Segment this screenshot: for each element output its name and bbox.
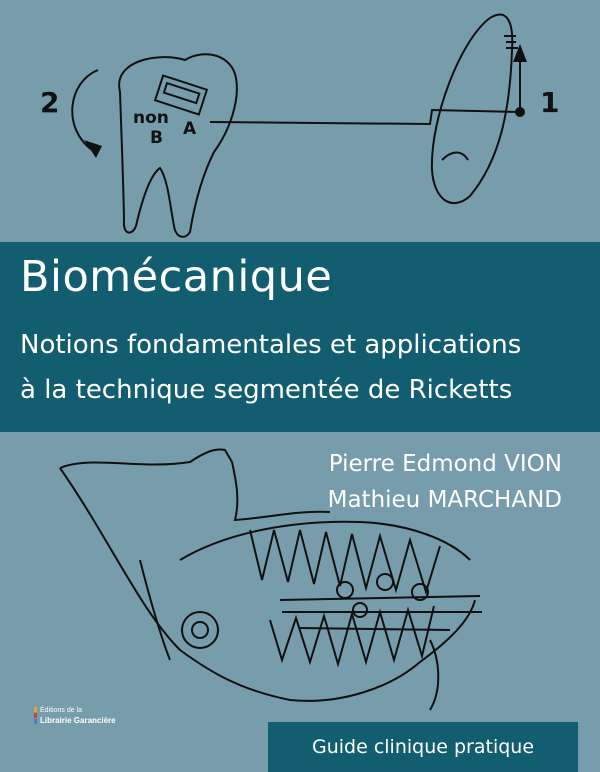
author-2: Mathieu MARCHAND [327, 487, 562, 513]
force-number: 1 [540, 86, 560, 119]
tooth-outline [119, 54, 237, 237]
subtitle-line-2: à la technique segmentée de Ricketts [20, 375, 513, 405]
skull-outline [60, 450, 330, 521]
label-non: non [133, 108, 169, 128]
force-arrow-head [513, 44, 527, 62]
lateral-tooth-outline [432, 15, 512, 204]
title-band [0, 242, 600, 432]
publisher-prefix: Éditions de la [40, 707, 83, 714]
rotation-arrow-head [84, 140, 102, 158]
rotation-arrow [72, 70, 98, 150]
publisher-mark-icon [34, 707, 37, 724]
wire-lower [300, 628, 450, 630]
rotation-number: 2 [40, 86, 60, 119]
chin-line [430, 640, 438, 710]
arch-wire [210, 110, 520, 124]
tooth-biomechanics-diagram [0, 0, 600, 242]
molar-circle-inner [192, 622, 208, 638]
force-point [515, 107, 525, 117]
author-1: Pierre Edmond VION [328, 451, 562, 477]
publisher-logo [40, 706, 116, 726]
loop-2 [377, 574, 393, 590]
lateral-tooth-inner [442, 153, 468, 161]
bracket-ticks [504, 36, 518, 48]
teeth-lower [270, 606, 434, 664]
wire-upper [280, 596, 480, 600]
label-b: B [150, 128, 163, 148]
ramus-line [140, 560, 170, 660]
upper-jaw-line [180, 522, 470, 560]
book-title: Biomécanique [20, 252, 333, 302]
loop-1 [337, 582, 353, 598]
series-label-box [268, 722, 578, 772]
subtitle-line-1: Notions fondamentales et applications [20, 330, 522, 360]
publisher-name: Librairie Garancière [40, 716, 116, 725]
teeth-upper [250, 530, 440, 592]
authors [328, 446, 562, 518]
label-a: A [183, 119, 197, 139]
loop-4 [353, 603, 367, 617]
molar-circle [182, 612, 218, 648]
series-label: Guide clinique pratique [311, 736, 535, 758]
loop-3 [412, 584, 428, 600]
